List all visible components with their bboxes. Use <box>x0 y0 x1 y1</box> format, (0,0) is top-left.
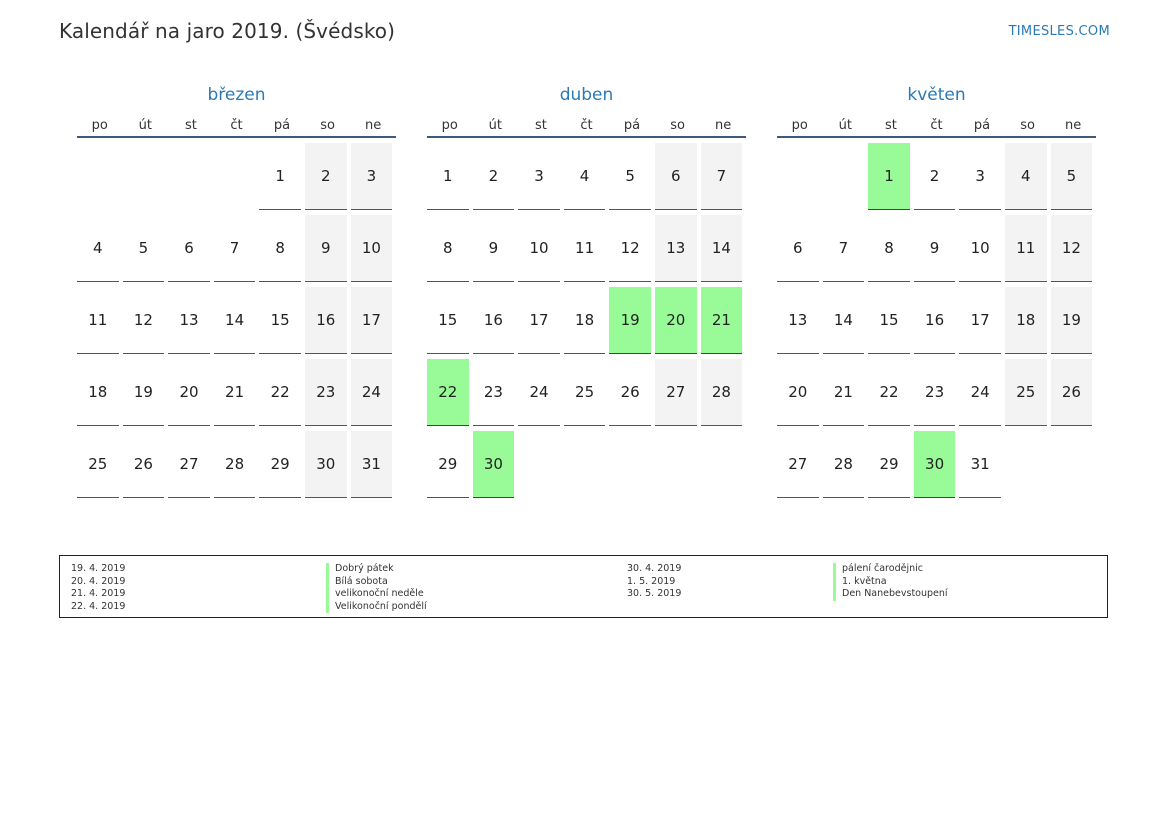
weekday-label: po <box>441 118 458 133</box>
day-cell: 25 <box>77 431 119 498</box>
holiday-day-cell: 20 <box>655 287 697 354</box>
day-cell: 12 <box>609 215 651 282</box>
weekday-label: st <box>534 118 547 133</box>
legend-holiday-name: Den Nanebevstoupení <box>833 588 948 601</box>
day-cell: 31 <box>351 431 393 498</box>
weekday-label: út <box>838 118 853 133</box>
day-cell: 15 <box>868 287 910 354</box>
legend-holiday-name: Bílá sobota <box>326 576 388 589</box>
day-cell: 31 <box>959 431 1001 498</box>
day-cell: 7 <box>701 143 743 210</box>
day-cell: 17 <box>959 287 1001 354</box>
day-cell: 14 <box>214 287 256 354</box>
day-cell: 6 <box>777 215 819 282</box>
weekday-label: po <box>91 118 108 133</box>
day-cell: 6 <box>168 215 210 282</box>
day-cell: 25 <box>564 359 606 426</box>
month-name: květen <box>907 85 966 105</box>
day-cell: 7 <box>214 215 256 282</box>
weekday-label: pá <box>973 118 991 133</box>
day-cell: 14 <box>701 215 743 282</box>
day-cell: 9 <box>914 215 956 282</box>
day-cell: 5 <box>123 215 165 282</box>
holiday-day-cell: 1 <box>868 143 910 210</box>
day-cell: 9 <box>305 215 347 282</box>
day-cell: 2 <box>914 143 956 210</box>
legend-date: 21. 4. 2019 <box>71 588 126 599</box>
holiday-day-cell: 30 <box>914 431 956 498</box>
day-cell: 3 <box>351 143 393 210</box>
month-calendar-1 <box>77 82 396 498</box>
day-cell: 21 <box>823 359 865 426</box>
weekday-label: so <box>670 118 685 133</box>
day-cell: 24 <box>959 359 1001 426</box>
empty-day-cell <box>168 143 210 210</box>
day-cell: 5 <box>609 143 651 210</box>
day-cell: 29 <box>259 431 301 498</box>
weekday-label: pá <box>623 118 641 133</box>
day-cell: 3 <box>959 143 1001 210</box>
day-cell: 9 <box>473 215 515 282</box>
weekday-header <box>427 116 746 138</box>
holiday-day-cell: 19 <box>609 287 651 354</box>
day-cell: 27 <box>777 431 819 498</box>
month-name: duben <box>559 85 614 105</box>
day-cell: 28 <box>701 359 743 426</box>
day-grid <box>777 143 1096 498</box>
day-cell: 3 <box>518 143 560 210</box>
day-cell: 30 <box>305 431 347 498</box>
day-cell: 19 <box>123 359 165 426</box>
day-cell: 13 <box>777 287 819 354</box>
month-name: březen <box>207 85 266 105</box>
day-cell: 13 <box>168 287 210 354</box>
day-cell: 18 <box>564 287 606 354</box>
page-title: Kalendář na jaro 2019. (Švédsko) <box>59 19 396 43</box>
day-cell: 26 <box>1051 359 1093 426</box>
day-cell: 17 <box>351 287 393 354</box>
day-cell: 8 <box>259 215 301 282</box>
day-cell: 20 <box>168 359 210 426</box>
day-cell: 4 <box>564 143 606 210</box>
day-grid <box>77 143 396 498</box>
day-cell: 1 <box>427 143 469 210</box>
legend-date: 1. 5. 2019 <box>627 575 676 587</box>
day-cell: 22 <box>868 359 910 426</box>
legend-holiday-name: 1. května <box>833 576 887 589</box>
day-cell: 4 <box>1005 143 1047 210</box>
holiday-legend <box>59 555 1108 618</box>
weekday-label: st <box>184 118 197 133</box>
legend-holiday-name: velikonoční neděle <box>326 588 424 601</box>
day-cell: 16 <box>473 287 515 354</box>
weekday-label: čt <box>230 118 243 133</box>
holiday-day-cell: 21 <box>701 287 743 354</box>
legend-date: 19. 4. 2019 <box>71 563 126 574</box>
day-cell: 16 <box>914 287 956 354</box>
day-cell: 18 <box>1005 287 1047 354</box>
empty-day-cell <box>77 143 119 210</box>
site-link[interactable]: TIMESLES.COM <box>1008 24 1110 39</box>
legend-holiday-name: Velikonoční pondělí <box>326 601 427 614</box>
weekday-label: so <box>320 118 335 133</box>
weekday-header <box>77 116 396 138</box>
day-cell: 10 <box>518 215 560 282</box>
day-cell: 1 <box>259 143 301 210</box>
legend-date: 22. 4. 2019 <box>71 600 126 612</box>
day-cell: 10 <box>351 215 393 282</box>
month-calendar-2 <box>427 82 746 498</box>
day-cell: 27 <box>168 431 210 498</box>
holiday-day-cell: 22 <box>427 359 469 426</box>
day-cell: 2 <box>473 143 515 210</box>
weekday-label: út <box>488 118 503 133</box>
weekday-header <box>777 116 1096 138</box>
weekday-label: ne <box>715 118 732 133</box>
legend-date: 20. 4. 2019 <box>71 575 126 587</box>
weekday-label: čt <box>580 118 593 133</box>
day-cell: 11 <box>77 287 119 354</box>
legend-date: 30. 4. 2019 <box>627 563 682 574</box>
empty-day-cell <box>214 143 256 210</box>
day-cell: 4 <box>77 215 119 282</box>
weekday-label: ne <box>1065 118 1082 133</box>
day-cell: 18 <box>77 359 119 426</box>
day-cell: 28 <box>823 431 865 498</box>
day-cell: 24 <box>518 359 560 426</box>
day-cell: 5 <box>1051 143 1093 210</box>
empty-day-cell <box>123 143 165 210</box>
day-cell: 20 <box>777 359 819 426</box>
day-cell: 19 <box>1051 287 1093 354</box>
day-cell: 8 <box>868 215 910 282</box>
day-cell: 23 <box>914 359 956 426</box>
day-cell: 13 <box>655 215 697 282</box>
legend-date: 30. 5. 2019 <box>627 588 682 599</box>
weekday-label: čt <box>930 118 943 133</box>
day-cell: 27 <box>655 359 697 426</box>
day-cell: 26 <box>123 431 165 498</box>
month-calendar-3 <box>777 82 1096 498</box>
day-cell: 16 <box>305 287 347 354</box>
day-cell: 6 <box>655 143 697 210</box>
day-cell: 29 <box>868 431 910 498</box>
day-cell: 23 <box>305 359 347 426</box>
empty-day-cell <box>777 143 819 210</box>
day-cell: 2 <box>305 143 347 210</box>
holiday-day-cell: 30 <box>473 431 515 498</box>
weekday-label: út <box>138 118 153 133</box>
day-cell: 22 <box>259 359 301 426</box>
weekday-label: ne <box>365 118 382 133</box>
day-cell: 17 <box>518 287 560 354</box>
day-cell: 15 <box>427 287 469 354</box>
legend-holiday-name: Dobrý pátek <box>326 563 394 576</box>
legend-holiday-name: pálení čarodějnic <box>833 563 923 576</box>
empty-day-cell <box>823 143 865 210</box>
day-cell: 28 <box>214 431 256 498</box>
weekday-label: po <box>791 118 808 133</box>
weekday-label: so <box>1020 118 1035 133</box>
day-cell: 14 <box>823 287 865 354</box>
day-cell: 25 <box>1005 359 1047 426</box>
day-cell: 24 <box>351 359 393 426</box>
day-cell: 11 <box>564 215 606 282</box>
day-cell: 15 <box>259 287 301 354</box>
day-cell: 29 <box>427 431 469 498</box>
day-cell: 12 <box>123 287 165 354</box>
day-cell: 26 <box>609 359 651 426</box>
weekday-label: st <box>884 118 897 133</box>
day-cell: 11 <box>1005 215 1047 282</box>
day-cell: 7 <box>823 215 865 282</box>
day-cell: 12 <box>1051 215 1093 282</box>
weekday-label: pá <box>273 118 291 133</box>
day-cell: 23 <box>473 359 515 426</box>
day-cell: 10 <box>959 215 1001 282</box>
day-grid <box>427 143 746 498</box>
day-cell: 8 <box>427 215 469 282</box>
day-cell: 21 <box>214 359 256 426</box>
